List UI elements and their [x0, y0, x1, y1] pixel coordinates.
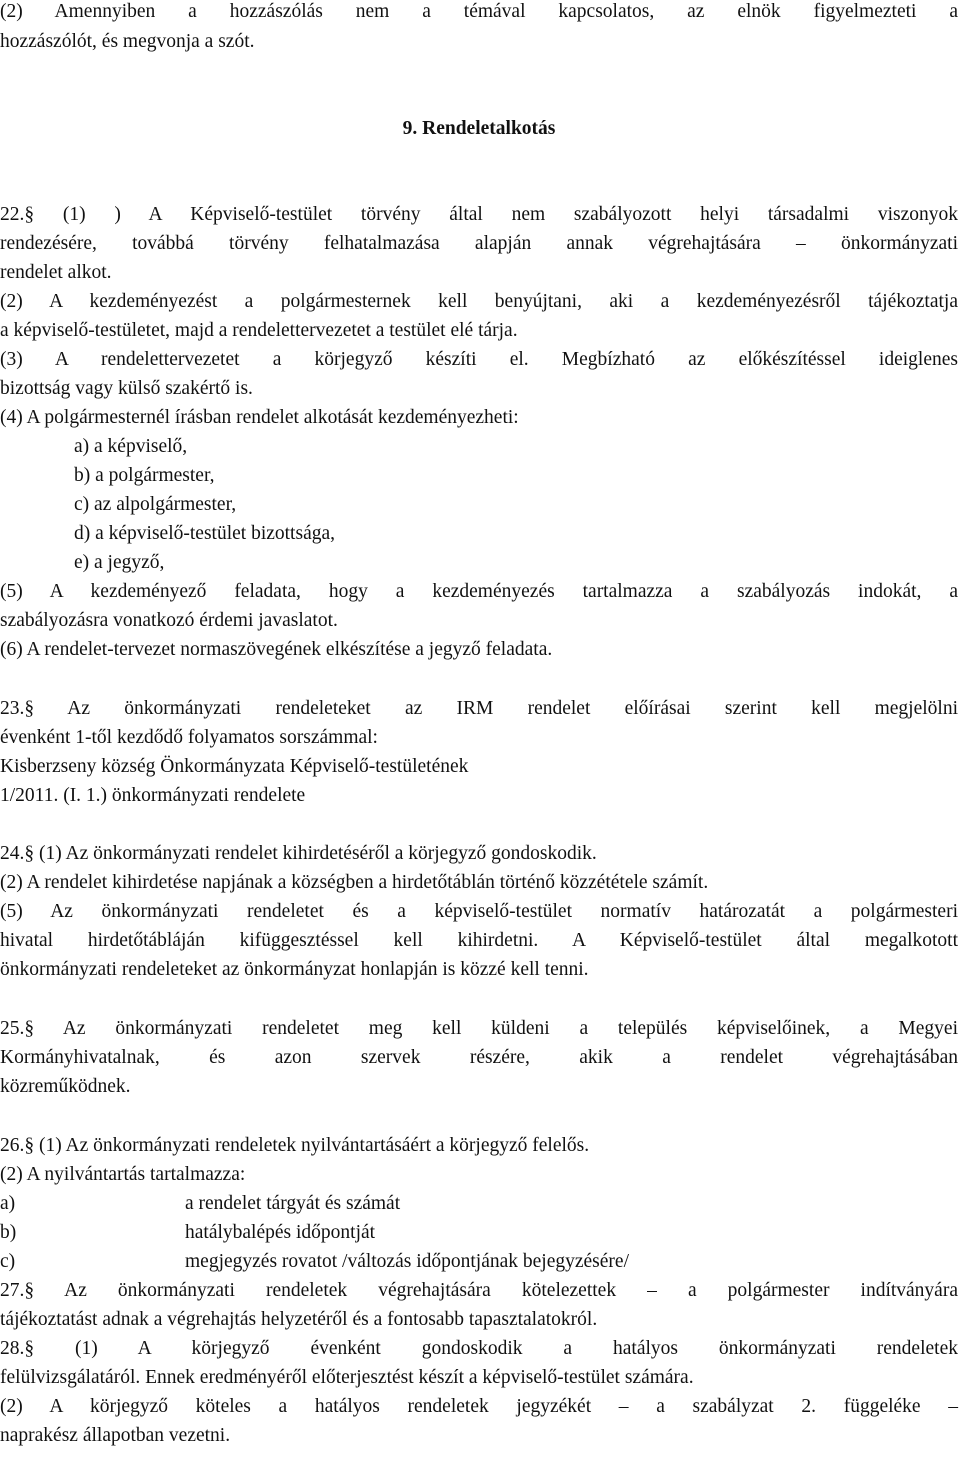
register-item-text: hatálybalépés időpontját — [185, 1222, 376, 1243]
text-line: (4) A polgármesternél írásban rendelet alkotását kezdeményezheti: — [0, 407, 519, 428]
text-line: 24.§ (1) Az önkormányzati rendelet kihirdetéséről a körjegyző gondoskodik. — [0, 843, 597, 864]
text-line: önkormányzati rendeleteket az önkormányzat honlapján is közzé kell tenni. — [0, 959, 589, 980]
list-item: d) a képviselő-testület bizottsága, — [74, 523, 336, 544]
register-item-text: a rendelet tárgyát és számát — [185, 1193, 401, 1214]
text-line: naprakész állapotban vezetni. — [0, 1425, 231, 1446]
register-item — [0, 1192, 958, 1216]
text-line: 23.§ Az önkormányzati rendeleteket az IRM rendelet előírásai szerint kell megjelölni — [0, 698, 958, 719]
text-line: rendelet alkot. — [0, 262, 112, 283]
text-line: (5) Az önkormányzati rendeletet és a képviselő-testület normatív határozatát a polgármesteri — [0, 901, 958, 922]
list-item: e) a jegyző, — [74, 552, 165, 573]
text-line: közreműködnek. — [0, 1076, 131, 1097]
text-line: a képviselő-testületet, majd a rendelettervezetet a testület elé tárja. — [0, 320, 518, 341]
text-line: (3) A rendelettervezetet a körjegyző készíti el. Megbízható az előkészítéssel ideiglenes — [0, 349, 958, 370]
text-line: 1/2011. (I. 1.) önkormányzati rendelete — [0, 785, 306, 806]
register-item-label: b) — [0, 1222, 17, 1243]
text-line: felülvizsgálatáról. Ennek eredményéről előterjesztést készít a képviselő-testület számára. — [0, 1367, 694, 1388]
text-line: hozzászólót, és megvonja a szót. — [0, 31, 255, 52]
text-line: 22.§ (1) ) A Képviselő-testület törvény által nem szabályozott helyi társadalmi viszonyok — [0, 204, 958, 225]
text-line: (2) A rendelet kihirdetése napjának a községben a hirdetőtáblán történő közzététele számít. — [0, 872, 709, 893]
text-line: szabályozásra vonatkozó érdemi javaslatot. — [0, 610, 338, 631]
section-title: 9. Rendeletalkotás — [402, 118, 556, 139]
text-line: (2) A nyilvántartás tartalmazza: — [0, 1164, 246, 1185]
text-line: Kisberzseny község Önkormányzata Képviselő-testületének — [0, 756, 469, 777]
text-line: 26.§ (1) Az önkormányzati rendeletek nyilvántartásáért a körjegyző felelős. — [0, 1135, 590, 1156]
register-item — [0, 1250, 958, 1274]
text-line: bizottság vagy külső szakértő is. — [0, 378, 253, 399]
text-line: 27.§ Az önkormányzati rendeletek végrehajtására kötelezettek – a polgármester indítványára — [0, 1280, 958, 1301]
register-item-label: a) — [0, 1193, 16, 1214]
text-line: hivatal hirdetőtábláján kifüggesztéssel kell kihirdetni. A Képviselő-testület által megalkotott — [0, 930, 958, 951]
register-item-text: megjegyzés rovatot /változás időpontjának bejegyzésére/ — [185, 1251, 629, 1272]
text-line: (2) A kezdeményezést a polgármesternek kell benyújtani, aki a kezdeményezésről tájékoztatja — [0, 291, 958, 312]
register-item — [0, 1221, 958, 1245]
text-line: (2) A körjegyző köteles a hatályos rendeletek jegyzékét – a szabályzat 2. függeléke – — [0, 1396, 958, 1417]
text-line: (5) A kezdeményező feladata, hogy a kezdeményezés tartalmazza a szabályozás indokát, a — [0, 581, 958, 602]
text-line: (2) Amennyiben a hozzászólás nem a témával kapcsolatos, az elnök figyelmezteti a — [0, 1, 958, 22]
list-item: a) a képviselő, — [74, 436, 188, 457]
text-line: évenként 1-től kezdődő folyamatos sorszámmal: — [0, 727, 378, 748]
text-line: 25.§ Az önkormányzati rendeletet meg kell küldeni a település képviselőinek, a Megyei — [0, 1018, 958, 1039]
list-item: c) az alpolgármester, — [74, 494, 237, 515]
text-line: 28.§ (1) A körjegyző évenként gondoskodik a hatályos önkormányzati rendeletek — [0, 1338, 958, 1359]
list-item: b) a polgármester, — [74, 465, 215, 486]
text-line: tájékoztatást adnak a végrehajtás helyzetéről és a fontosabb tapasztalatokról. — [0, 1309, 598, 1330]
register-item-label: c) — [0, 1251, 16, 1272]
text-line: Kormányhivatalnak, és azon szervek részére, akik a rendelet végrehajtásában — [0, 1047, 958, 1068]
text-line: rendezésére, továbbá törvény felhatalmazása alapján annak végrehajtására – önkormányzati — [0, 233, 958, 254]
text-line: (6) A rendelet-tervezet normaszövegének elkészítése a jegyző feladata. — [0, 639, 553, 660]
